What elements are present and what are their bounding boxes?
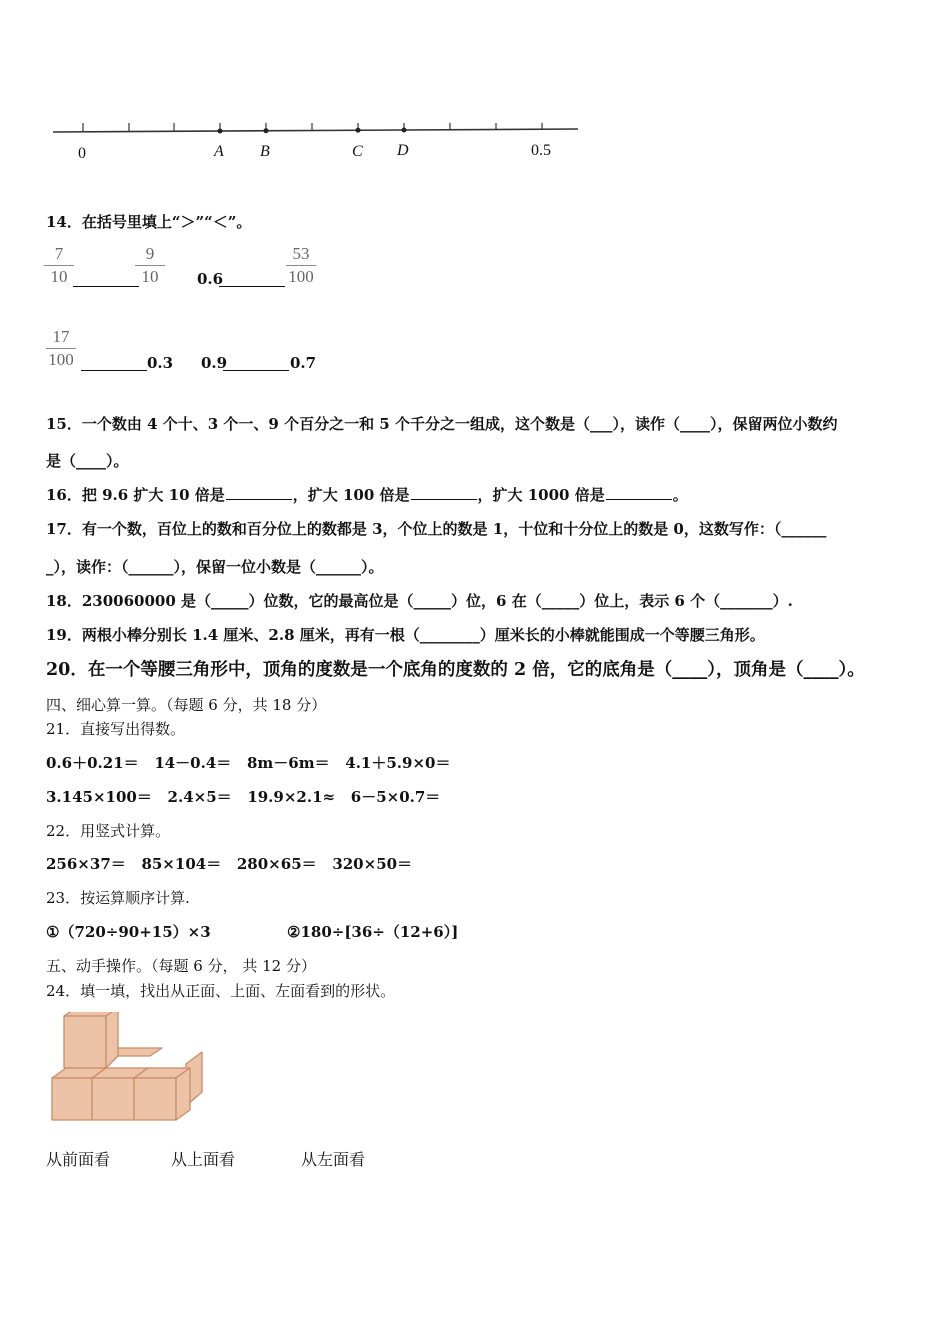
answer-blank[interactable]: [411, 498, 477, 500]
calc-item: 4.1＋5.9×0＝: [345, 754, 451, 772]
number-line-axis: [53, 129, 578, 132]
fraction-numerator: 9: [135, 244, 165, 266]
fraction-denominator: 10: [141, 267, 159, 286]
view-front-label: 从前面看: [46, 1150, 111, 1169]
label-d: D: [397, 142, 409, 159]
calc-item: 320×50＝: [332, 855, 413, 873]
q17-line2: _），读作：（______），保留一位小数是（______）。: [46, 558, 384, 576]
q16: [46, 484, 688, 505]
label-0: 0: [78, 145, 86, 162]
q16-part-b: ，扩大 100 倍是: [292, 486, 410, 504]
calc-item: 14－0.4＝: [154, 754, 232, 772]
q17-line1: 17．有一个数，百位上的数和百分位上的数都是 3，个位上的数是 1，十位和十分位上的数是 0，这数写作：（______: [46, 520, 827, 538]
label-0-5: 0.5: [531, 142, 551, 159]
value-0-7: 0.7: [290, 354, 317, 372]
calc-item: 85×104＝: [141, 855, 222, 873]
q16-part-a: 16．把 9.6 扩大 10 倍是: [46, 486, 225, 504]
q23-b: ②180÷[36÷（12+6）]: [287, 923, 459, 941]
fraction-7-10: [44, 244, 74, 287]
fraction-denominator: 100: [48, 350, 74, 369]
fraction-numerator: 53: [286, 244, 316, 266]
calc-item: 2.4×5＝: [167, 788, 232, 806]
q18: 18．230060000 是（_____）位数，它的最高位是（_____）位，6 在（_____）位上，表示 6 个（_______）.: [46, 592, 793, 610]
q21-row2: [46, 786, 440, 807]
q23-title: 23．按运算顺序计算.: [46, 889, 190, 907]
fraction-denominator: 10: [50, 267, 68, 286]
calc-item: 0.6＋0.21＝: [46, 754, 139, 772]
cube-face: [92, 1078, 134, 1120]
q22-row: [46, 853, 412, 874]
section5-heading: 五、动手操作。（每题 6 分， 共 12 分）: [46, 957, 316, 975]
fraction-53-100: [286, 244, 316, 287]
fraction-numerator: 17: [46, 327, 76, 349]
answer-blank[interactable]: [81, 369, 147, 371]
label-c: C: [352, 143, 363, 160]
q19: 19．两根小棒分别长 1.4 厘米、2.8 厘米，再有一根（________）厘米长的小棒就能围成一个等腰三角形。: [46, 626, 765, 644]
calc-item: 3.145×100＝: [46, 788, 152, 806]
q16-part-d: 。: [672, 486, 688, 504]
fraction-numerator: 7: [44, 244, 74, 266]
calc-item: 256×37＝: [46, 855, 126, 873]
point-a: [218, 129, 223, 134]
fraction-denominator: 100: [288, 267, 314, 286]
value-0-9: 0.9: [201, 354, 228, 372]
q20: 20．在一个等腰三角形中，顶角的度数是一个底角的度数的 2 倍，它的底角是（____），顶角是（____）。: [46, 660, 865, 680]
cube-face: [64, 1016, 106, 1068]
q16-part-c: ，扩大 1000 倍是: [477, 486, 605, 504]
cube-face: [52, 1078, 92, 1120]
fraction-17-100: [46, 327, 76, 370]
calc-item: 8m－6m＝: [246, 754, 330, 772]
point-c: [356, 128, 361, 133]
q15-line1: 15．一个数由 4 个十、3 个一、9 个百分之一和 5 个千分之一组成，这个数是（___），读作（____），保留两位小数约: [46, 415, 838, 433]
point-d: [402, 128, 407, 133]
answer-blank[interactable]: [219, 285, 285, 287]
q22-title: 22．用竖式计算。: [46, 822, 171, 840]
answer-blank[interactable]: [226, 498, 292, 500]
point-b: [264, 128, 269, 133]
calc-item: 19.9×2.1≈: [247, 788, 336, 806]
calc-item: 280×65＝: [236, 855, 317, 873]
view-left-label: 从左面看: [301, 1150, 366, 1169]
cube-face: [134, 1078, 176, 1120]
value-0-3: 0.3: [147, 354, 174, 372]
section4-heading: 四、细心算一算。（每题 6 分，共 18 分）: [46, 696, 327, 714]
calc-item: 6－5×0.7＝: [350, 788, 441, 806]
answer-blank[interactable]: [223, 369, 289, 371]
cube-stack-figure: [48, 1012, 206, 1124]
cube-face: [106, 1012, 118, 1068]
label-b: B: [260, 143, 270, 160]
q21-title: 21．直接写出得数。: [46, 720, 186, 738]
q23-a: ①（720÷90+15）×3: [46, 923, 211, 941]
q21-row1: [46, 752, 450, 773]
fraction-9-10: [135, 244, 165, 287]
q24-title: 24．填一填，找出从正面、上面、左面看到的形状。: [46, 982, 396, 1000]
view-top-label: 从上面看: [171, 1150, 236, 1169]
q15-line2: 是（____）。: [46, 452, 129, 470]
answer-blank[interactable]: [73, 285, 139, 287]
cube-face: [176, 1068, 190, 1120]
answer-blank[interactable]: [606, 498, 672, 500]
label-a: A: [214, 143, 224, 160]
value-0-6: 0.6: [197, 270, 224, 288]
q14-title: 14．在括号里填上“＞”“＜”。: [46, 213, 252, 231]
number-line-diagram: [50, 118, 582, 138]
